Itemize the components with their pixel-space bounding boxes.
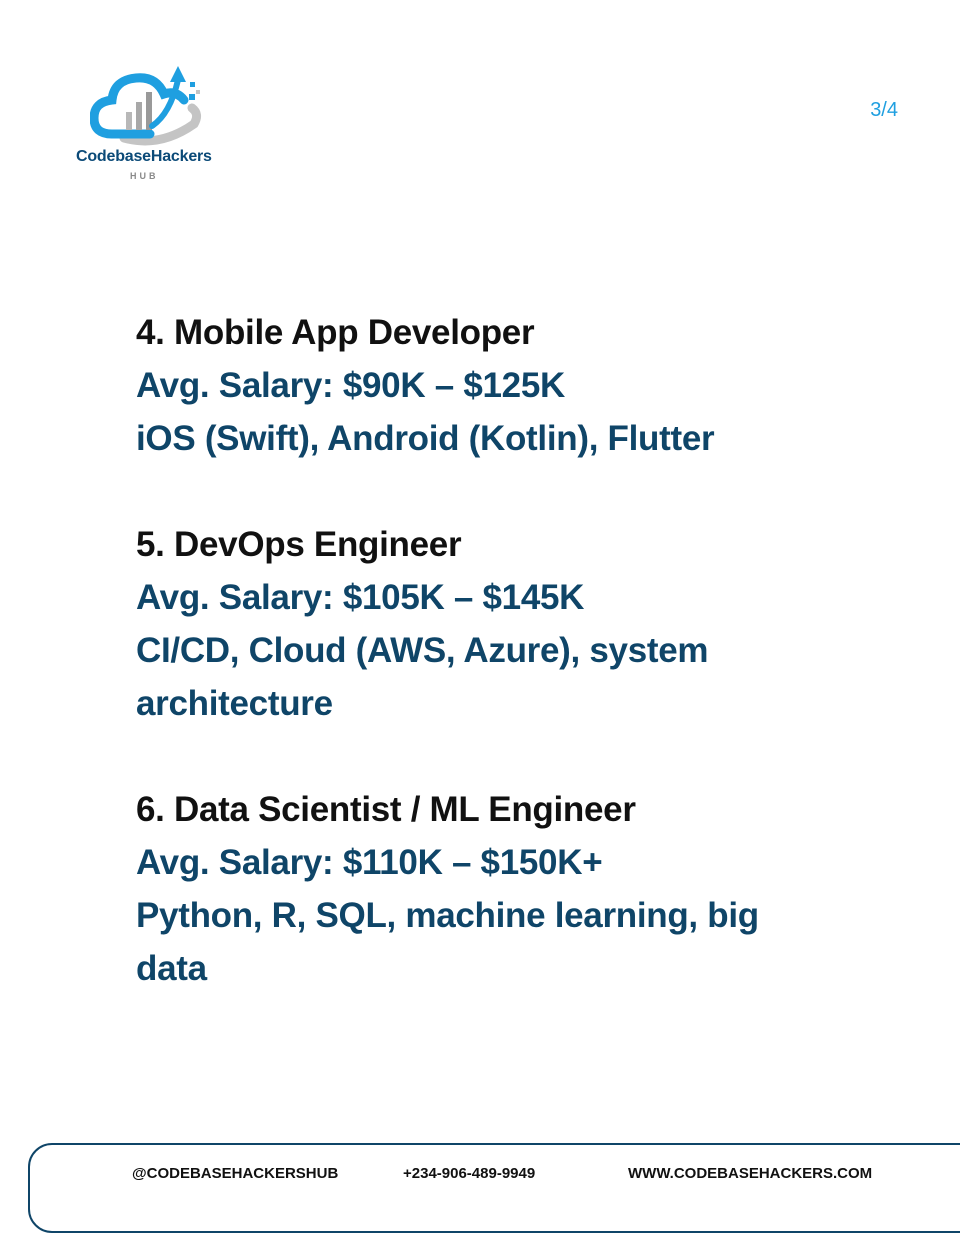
phone-number: +234-906-489-9949 [403,1165,536,1182]
footer-bar [28,1143,960,1233]
website-url: WWW.CODEBASEHACKERS.COM [628,1165,873,1182]
job-title: 5. DevOps Engineer [136,525,462,564]
brand-logo [70,62,230,192]
job-item [136,306,896,465]
job-salary: Avg. Salary: $105K – $145K [136,578,585,617]
logo-name: CodebaseHackers [76,148,212,165]
job-title: 6. Data Scientist / ML Engineer [136,790,636,829]
job-skills: CI/CD, Cloud (AWS, Azure), system architecture [136,631,709,723]
job-skills: iOS (Swift), Android (Kotlin), Flutter [136,419,715,458]
job-item [136,518,896,730]
social-handle: @CODEBASEHACKERSHUB [132,1165,339,1182]
job-salary: Avg. Salary: $110K – $150K+ [136,843,603,882]
job-skills: Python, R, SQL, machine learning, big data [136,896,759,988]
page-indicator: 3/4 [870,99,898,121]
job-title: 4. Mobile App Developer [136,313,535,352]
logo-subtitle: HUB [130,171,159,181]
job-salary: Avg. Salary: $90K – $125K [136,366,565,405]
job-list [136,306,896,1048]
job-item [136,783,896,995]
cloud-chart-icon [90,62,210,148]
